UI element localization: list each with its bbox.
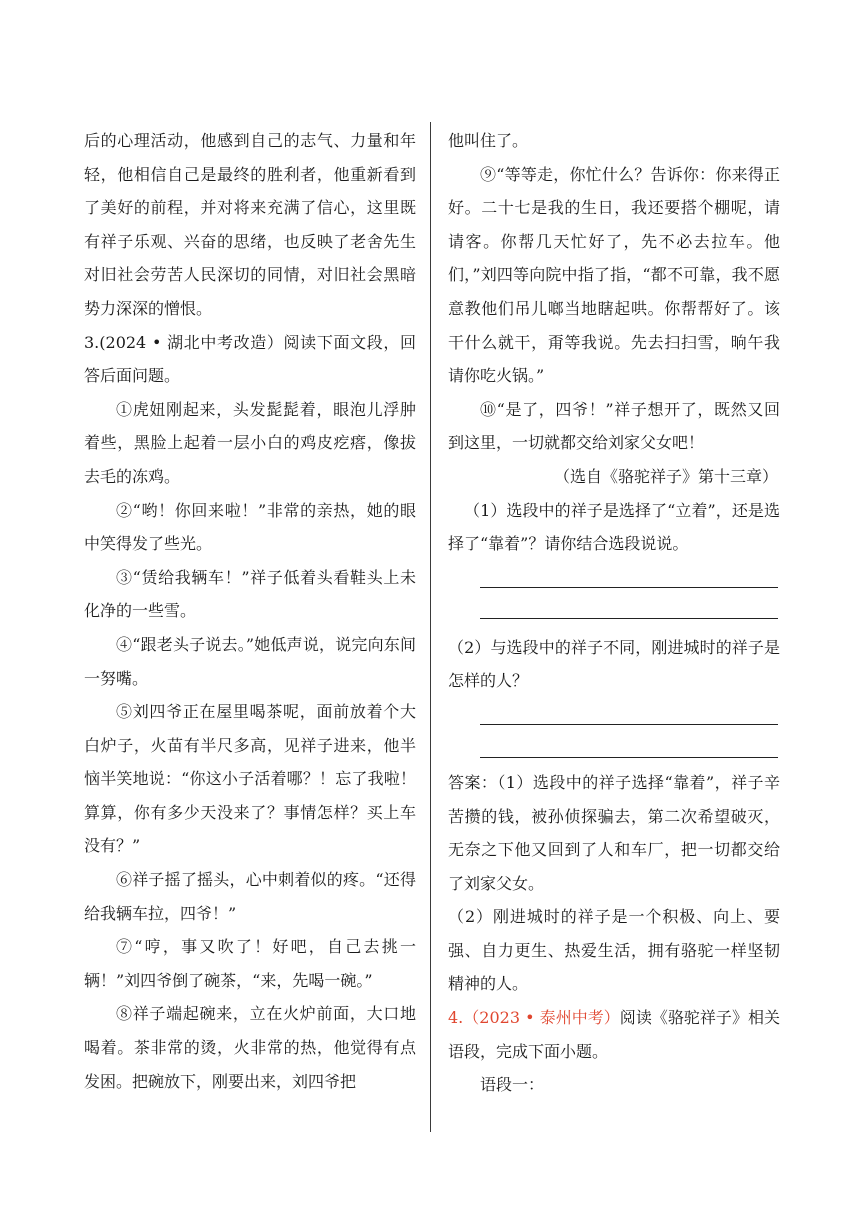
segment-1-label: 语段一： bbox=[480, 1075, 545, 1095]
passage-paragraph-4: ④“跟老头子说去。”她低声说，说完向东间一努嘴。 bbox=[84, 634, 416, 688]
passage-paragraph-8: ⑧祥子端起碗来，立在火炉前面，大口地喝着。茶非常的烫，火非常的热，他觉得有点发困。把碗放下，刚要出来，刘四爷把 bbox=[84, 1004, 416, 1091]
question-3-header: 3.(2024 • 湖北中考改造）阅读下面文段，回答后面问题。 bbox=[84, 332, 416, 386]
passage-continuation: 他叫住了。 bbox=[448, 131, 529, 150]
intro-paragraph: 后的心理活动，他感到自己的志气、力量和年轻，他相信自己是最终的胜利者，他重新看到了美好的前程，并对将来充满了信心，这里既有祥子乐观、兴奋的思绪，也反映了老舍先生对旧社会劳苦人民深切的同情，对旧社会黑暗势力深深的憎恨。 bbox=[84, 131, 416, 318]
question-4-text: 阅读《骆驼祥子》相关语段，完成下面小题。 bbox=[448, 1008, 780, 1061]
sub-question-2: （2）与选段中的祥子不同，刚进城时的祥子是怎样的人？ bbox=[448, 637, 780, 691]
column-divider bbox=[430, 122, 431, 1132]
answer-2: （2）刚进城时的祥子是一个积极、向上、要强、自力更生、热爱生活，拥有骆驼一样坚韧精神的人。 bbox=[448, 907, 780, 994]
passage-paragraph-9: ⑨“等等走，你忙什么？告诉你：你来得正好。二十七是我的生日，我还要搭个棚呢，请请客。你帮几天忙好了，先不必去拉车。他们，”刘四等向院中指了指，“都不可靠，我不愿意教他们吊儿啷当地瞎起哄。你帮帮好了。该干什么就干，甭等我说。先去扫扫雪，晌午我请你吃火锅。” bbox=[448, 164, 780, 386]
right-column bbox=[448, 124, 780, 1102]
question-4-source: 4.（2023 • 泰州中考） bbox=[448, 1008, 620, 1028]
passage-paragraph-10: ⑩“是了，四爷！”祥子想开了，既然又回到这里，一切就都交给刘家父女吧！ bbox=[448, 399, 780, 453]
passage-source: （选自《骆驼祥子》第十三章） bbox=[553, 466, 778, 486]
passage-paragraph-7: ⑦“哼，事又吹了！好吧，自己去挑一辆！”刘四爷倒了碗茶，“来，先喝一碗。” bbox=[84, 937, 416, 990]
passage-paragraph-1: ①虎妞刚起来，头发髭髭着，眼泡儿浮肿着些，黑脸上起着一层小白的鸡皮疙瘩，像拔去毛的冻鸡。 bbox=[84, 399, 416, 486]
sub-question-1: （1）选段中的祥子是选择了“立着”，还是选择了“靠着”？请你结合选段说说。 bbox=[448, 500, 780, 554]
left-column bbox=[84, 124, 416, 1098]
passage-paragraph-3: ③“赁给我辆车！”祥子低着头看鞋头上未化净的一些雪。 bbox=[84, 567, 416, 621]
question-4-header bbox=[448, 1001, 780, 1068]
passage-paragraph-6: ⑥祥子摇了摇头，心中刺着似的疼。“还得给我辆车拉，四爷！” bbox=[84, 870, 416, 923]
answer-1: 答案：（1）选段中的祥子选择“靠着”，祥子辛苦攒的钱，被孙侦探骗去，第二次希望破灭，无奈之下他又回到了人和车厂，把一切都交给了刘家父女。 bbox=[448, 772, 780, 893]
passage-paragraph-5: ⑤刘四爷正在屋里喝茶呢，面前放着个大白炉子，火苗有半尺多高，见祥子进来，他半恼半笑地说：“你这小子活着哪？！忘了我啦！算算，你有多少天没来了？事情怎样？买上车没有？” bbox=[84, 702, 416, 856]
passage-paragraph-2: ②“哟！你回来啦！”非常的亲热，她的眼中笑得发了些光。 bbox=[84, 500, 416, 554]
